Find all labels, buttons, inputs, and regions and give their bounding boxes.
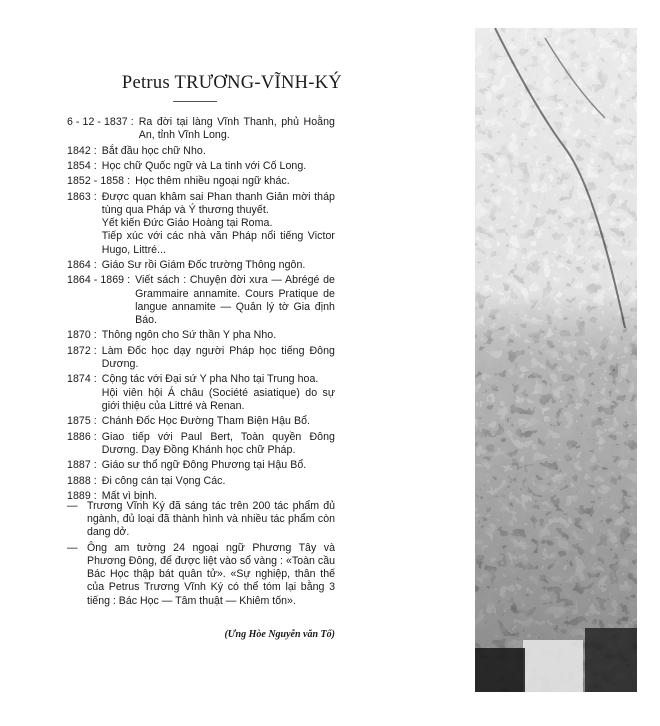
entry-text: Học thêm nhiều ngoại ngữ khác. [135, 175, 290, 188]
timeline-entry [67, 175, 335, 188]
entry-date: 1864 : [67, 258, 97, 271]
entry-date: 1870 : [67, 329, 97, 342]
entry-text: Chánh Đốc Học Đường Tham Biện Hậu Bổ. [101, 415, 311, 428]
timeline-entry [67, 116, 335, 142]
dash-bullet: — [67, 500, 78, 512]
entry-date: 1889 : [67, 489, 97, 502]
photo-image [475, 28, 637, 692]
title-divider [173, 101, 217, 102]
entry-date: 1852 - 1858 : [67, 175, 131, 188]
timeline-entry [67, 145, 335, 158]
entry-text: Giao tiếp với Paul Bert, Toàn quyền Đông Dương. Dạy Đồng Khánh học chữ Pháp. [101, 430, 335, 456]
entry-text: Giáo Sư rồi Giám Đốc trường Thông ngôn. [101, 258, 306, 271]
author-signature: (Ưng Hòe Nguyễn văn Tố) [224, 629, 335, 640]
entry-date: 1864 - 1869 : [67, 274, 131, 287]
entry-date: 1854 : [67, 159, 97, 172]
dash-bullet: — [67, 541, 78, 554]
entry-text: Làm Đốc học dạy người Pháp học tiếng Đông Dương. [101, 344, 335, 370]
entry-text: Hội viên hội Á châu (Société asiatique) do sự giới thiệu của Littré và Renan. [101, 386, 335, 412]
note-item [67, 542, 335, 608]
note-text: Ông am tường 24 ngoại ngữ Phương Tây và Phương Đông, để được liệt vào sổ vàng : «Toàn cầu Bác Học thập bát quân tử». «Sự nghiệp, thân thế của Petrus Trương Vĩnh Ký có thể tóm lại bằng 3 tiếng : Bác Học — Tâm thuật — Khiêm tốn». [87, 541, 335, 607]
entry-date: 1874 : [67, 373, 97, 386]
timeline-entry [67, 345, 335, 371]
entry-text: Yết kiến Đức Giáo Hoàng tại Roma. [101, 217, 273, 230]
photograph [475, 28, 637, 692]
entry-date: 1863 : [67, 190, 97, 203]
bright-opening [523, 640, 583, 692]
note-text: Trương Vĩnh Ký đã sáng tác trên 200 tác phẩm đủ ngành, đủ loại đã thành hình và nhiều tác phẩm còn dang dở. [87, 500, 335, 539]
timeline-entry [67, 160, 335, 173]
entry-text: Được quan khâm sai Phan thanh Giản mời tháp tùng qua Pháp và Ý thương thuyết. [101, 190, 335, 216]
entry-date: 1886 : [67, 430, 97, 443]
entry-date: 1842 : [67, 144, 97, 157]
timeline-entry [67, 373, 335, 413]
timeline-entry [67, 259, 335, 272]
notes [67, 500, 335, 610]
timeline-entry [67, 274, 335, 327]
timeline-entry [67, 329, 335, 342]
timeline-entry [67, 459, 335, 472]
timeline [67, 116, 335, 505]
entry-text: Giáo sư thổ ngữ Đông Phương tại Hậu Bổ. [101, 459, 307, 472]
entry-text: Bắt đầu học chữ Nho. [101, 144, 206, 157]
entry-text: Cộng tác với Đại sứ Y pha Nho tại Trung hoa. [101, 373, 319, 386]
entry-date: 1888 : [67, 474, 97, 487]
entry-date: 6 - 12 - 1837 : [67, 116, 134, 128]
note-item [67, 500, 335, 540]
entry-text: Ra đời tại làng Vĩnh Thanh, phủ Hoằng An, tỉnh Vĩnh Long. [138, 116, 335, 142]
timeline-entry [67, 431, 335, 457]
entry-text: Đi công cán tại Vọng Các. [101, 474, 226, 487]
timeline-entry [67, 191, 335, 257]
entry-date: 1872 : [67, 344, 97, 357]
entry-text: Thông ngôn cho Sứ thần Y pha Nho. [101, 329, 277, 342]
timeline-entry [67, 475, 335, 488]
entry-text: Viết sách : Chuyện đời xưa — Abrégé de Grammaire annamite. Cours Pratique de langue annamite — Quản lý tờ Gia định Báo. [135, 274, 335, 326]
entry-text: Tiếp xúc với các nhà văn Pháp nổi tiếng Victor Hugo, Littré... [101, 230, 335, 256]
entry-text: Học chữ Quốc ngữ và La tinh với Cố Long. [101, 159, 307, 172]
page-title: Petrus TRƯƠNG-VĨNH-KÝ [121, 73, 343, 93]
entry-date: 1887 : [67, 459, 97, 472]
entry-text: Mất vì bịnh. [101, 489, 158, 502]
timeline-entry [67, 415, 335, 428]
entry-date: 1875 : [67, 415, 97, 428]
